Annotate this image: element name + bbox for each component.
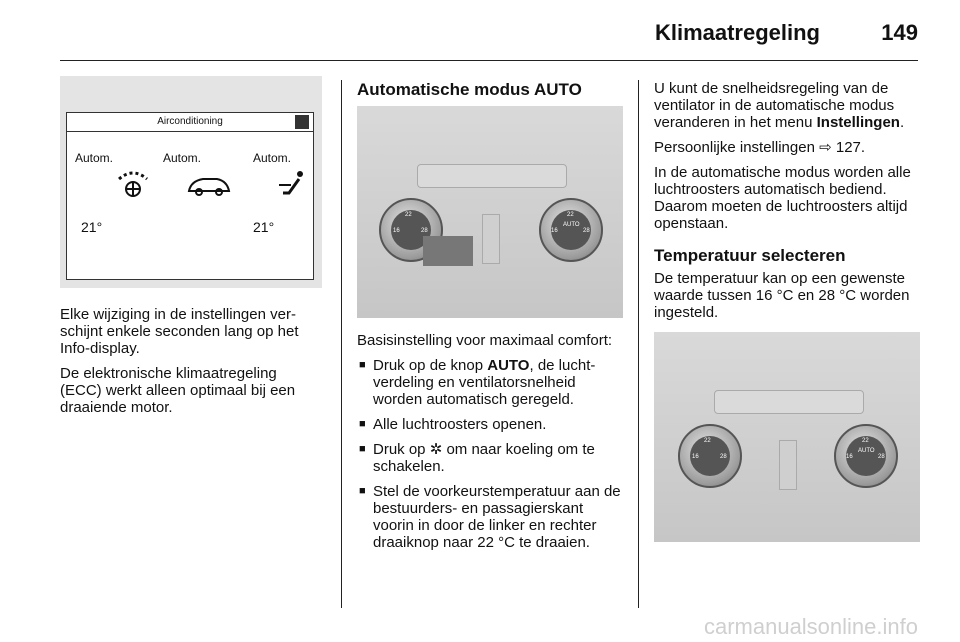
- display-temp-left: 21°: [81, 219, 103, 235]
- highlighted-ac-button: [423, 236, 473, 266]
- climate-panel-figure-1: [357, 106, 623, 318]
- right-knob2-auto: AUTO: [858, 448, 875, 454]
- header-rule: [60, 60, 918, 61]
- info-display-figure: [60, 76, 322, 288]
- right-temp-knob: [539, 198, 603, 262]
- column-divider-1: [341, 80, 342, 608]
- gear-icon: [295, 115, 309, 129]
- fan-icon: [115, 169, 151, 199]
- left-knob-16: 16: [393, 228, 400, 234]
- right-knob-28: 28: [583, 228, 590, 234]
- page-number: 149: [881, 20, 918, 45]
- step-4: ■ Stel de voorkeurstemperatuur aan de bestuurders- en passagierskant voorin in door de linker en rechter draaiknop naar 22 °C te draaien.: [357, 483, 623, 551]
- right-temp-knob-2: [834, 424, 898, 488]
- column-2: [357, 80, 623, 104]
- page-title: Klimaatregeling: [654, 20, 820, 45]
- auto-mode-steps: [357, 357, 623, 551]
- left-knob2-22: 22: [704, 438, 711, 444]
- auto-term: AUTO: [487, 357, 530, 374]
- col3-para1: U kunt de snelheidsregeling van de ventilator in de automatische modus veranderen in het menu Instellingen.: [654, 80, 905, 131]
- left-knob2-16: 16: [692, 454, 699, 460]
- panel-top-buttons-2: [714, 390, 864, 414]
- right-knob2-22: 22: [862, 438, 869, 444]
- car-air-icon: [185, 169, 233, 199]
- left-knob-22: 22: [405, 212, 412, 218]
- right-knob-auto: AUTO: [563, 222, 580, 228]
- right-knob2-28: 28: [878, 454, 885, 460]
- col3-para3: In de automatische modus worden alle luchtroosters automatisch bediend. Daarom moeten de luchtroosters altijd openstaan.: [654, 164, 911, 232]
- section-heading-auto: Automatische modus AUTO: [357, 80, 582, 99]
- left-knob2-28: 28: [720, 454, 727, 460]
- column-1: [60, 306, 322, 424]
- col1-para2: De elektronische klimaatregeling (ECC) werkt alleen optimaal bij een draaiende motor.: [60, 365, 296, 416]
- snowflake-icon: ✲: [429, 441, 443, 458]
- column-2-text: [357, 332, 623, 559]
- fan-bar-stack: [482, 214, 500, 264]
- step-1: ■ Druk op de knop AUTO, de luchtverdeling en ventilatorsnelheid worden automatisch geregeld.: [357, 357, 623, 408]
- left-knob-28: 28: [421, 228, 428, 234]
- display-title: Airconditioning: [67, 113, 313, 132]
- section-heading-temperature: Temperatuur selecteren: [654, 246, 846, 265]
- display-label-fan: Autom.: [75, 151, 114, 165]
- panel-top-buttons: [417, 164, 567, 188]
- col2-intro: Basisinstelling voor maximaal comfort:: [357, 332, 613, 349]
- right-knob-16: 16: [551, 228, 558, 234]
- info-display-screen: [66, 112, 314, 280]
- fan-bar-stack-2: [779, 440, 797, 490]
- display-label-air: Autom.: [163, 151, 202, 165]
- page-ref-arrow-icon: ⇨: [819, 139, 832, 156]
- column-3: [654, 80, 922, 329]
- climate-panel-figure-2: [654, 332, 920, 542]
- step-2: ■ Alle luchtroosters openen.: [357, 416, 623, 433]
- col3-para2: Persoonlijke instellingen ⇨ 127.: [654, 139, 866, 156]
- display-temp-right: 21°: [253, 219, 275, 235]
- left-temp-knob-2: [678, 424, 742, 488]
- right-knob2-16: 16: [846, 454, 853, 460]
- col3-para4: De temperatuur kan op een gewenste waarde tussen 16 °C en 28 °C worden ingesteld.: [654, 270, 910, 321]
- seat-airflow-icon: [277, 169, 307, 199]
- col1-para1: Elke wijziging in de instellingen verschijnt enkele seconden lang op het Info-display.: [60, 306, 299, 357]
- display-label-seat: Autom.: [253, 151, 292, 165]
- right-knob-22: 22: [567, 212, 574, 218]
- watermark: carmanualsonline.info: [703, 614, 918, 639]
- column-divider-2: [638, 80, 639, 608]
- step-3: ■ Druk op ✲ om naar koeling om te schakelen.: [357, 441, 623, 475]
